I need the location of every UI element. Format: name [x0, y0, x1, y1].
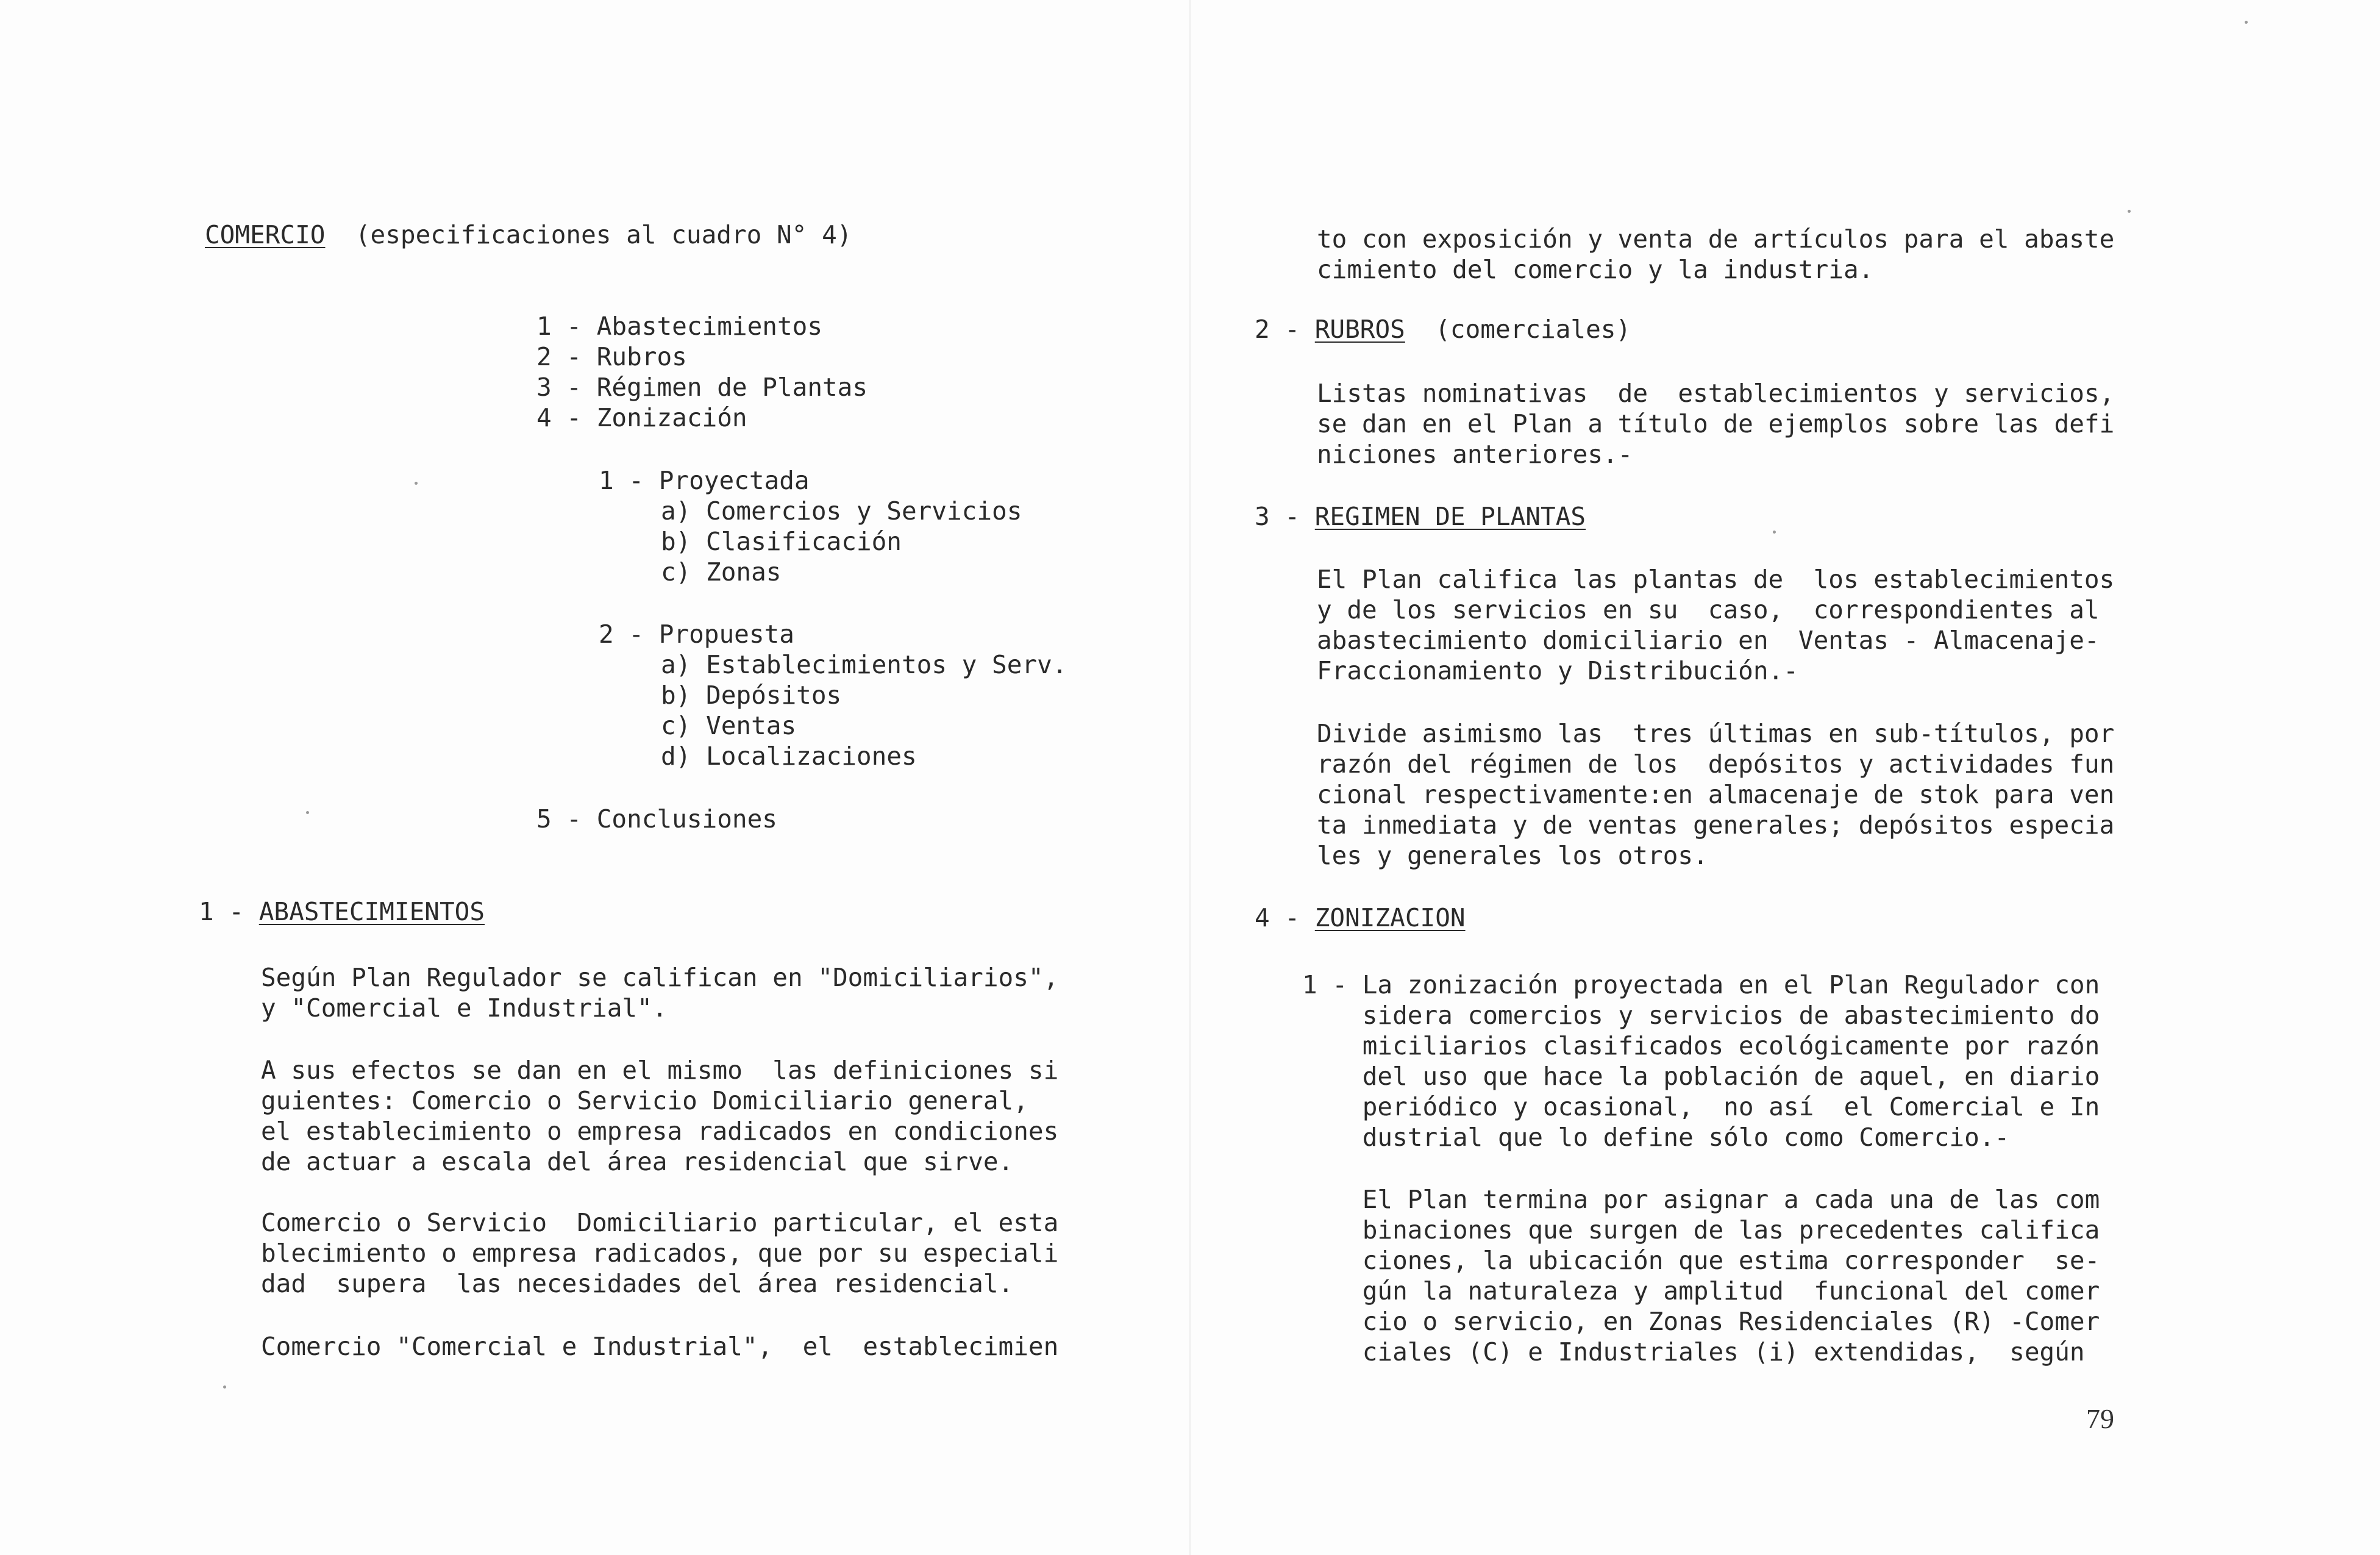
text-line: cimiento del comercio y la industria.	[1317, 255, 1874, 284]
sub-item: d) Localizaciones	[661, 742, 917, 771]
text-line: razón del régimen de los depósitos y actividades fun	[1317, 749, 2115, 779]
ink-speck	[415, 482, 418, 485]
sub-item: c) Ventas	[661, 711, 797, 740]
section-3-heading	[1255, 501, 1586, 532]
sub-item: b) Depósitos	[661, 681, 842, 710]
section-title: REGIMEN DE PLANTAS	[1314, 502, 1586, 531]
sub-item: b) Clasificación	[661, 527, 902, 556]
text-line: abastecimiento domiciliario en Ventas - Almacenaje-	[1317, 626, 2100, 655]
text-line: y de los servicios en su caso, correspondientes al	[1317, 595, 2100, 624]
text-line: El Plan termina por asignar a cada una de las com	[1302, 1185, 2100, 1214]
section-1-heading	[199, 896, 485, 927]
text-line: Fraccionamiento y Distribución.-	[1317, 656, 1798, 685]
ink-speck	[306, 811, 309, 814]
sub-item: c) Zonas	[661, 557, 782, 587]
text-line: ciones, la ubicación que estima corresponder se-	[1302, 1246, 2100, 1275]
text-line: binaciones que surgen de las precedentes califica	[1302, 1215, 2100, 1245]
section-title: ABASTECIMIENTOS	[258, 897, 485, 926]
section-title: RUBROS	[1314, 315, 1405, 344]
text-line: periódico y ocasional, no así el Comercial e In	[1302, 1092, 2100, 1121]
section-4-heading	[1255, 903, 1466, 933]
sub-title: 2 - Propuesta	[599, 620, 794, 649]
ink-speck	[223, 1385, 226, 1389]
text-line: Según Plan Regulador se califican en "Domiciliarios",	[261, 963, 1059, 992]
text-line: de actuar a escala del área residencial que sirve.	[261, 1147, 1014, 1176]
text-line: 1 - La zonización proyectada en el Plan Regulador con	[1302, 970, 2100, 999]
sub-item: a) Establecimientos y Serv.	[661, 650, 1067, 679]
right-page	[1190, 0, 2380, 1555]
index-item: 2 - Rubros	[536, 342, 687, 371]
page-number: 79	[2086, 1403, 2114, 1434]
section-subtitle: (comerciales)	[1435, 315, 1631, 344]
text-line: cio o servicio, en Zonas Residenciales (R) -Comer	[1302, 1307, 2100, 1336]
comercio-heading-rest: (especificaciones al cuadro N° 4)	[355, 220, 852, 249]
text-line: ciales (C) e Industriales (i) extendidas, según	[1302, 1337, 2085, 1367]
text-line: cional respectivamente:en almacenaje de stok para ven	[1317, 780, 2115, 809]
ink-speck	[2128, 210, 2131, 213]
text-line: blecimiento o empresa radicados, que por su especiali	[261, 1239, 1059, 1268]
text-line: Divide asimismo las tres últimas en sub-títulos, por	[1317, 719, 2115, 748]
index-item: 4 - Zonización	[536, 403, 747, 432]
text-line: Comercio "Comercial e Industrial", el establecimien	[261, 1332, 1059, 1361]
text-line: del uso que hace la población de aquel, en diario	[1302, 1062, 2100, 1091]
text-line: guientes: Comercio o Servicio Domiciliario general,	[261, 1086, 1028, 1115]
text-line: A sus efectos se dan en el mismo las definiciones si	[261, 1056, 1059, 1085]
section-2-heading	[1255, 314, 1631, 345]
text-line: miciliarios clasificados ecológicamente por razón	[1302, 1031, 2100, 1060]
section-number: 3 -	[1255, 502, 1300, 531]
index-item: 1 - Abastecimientos	[536, 312, 822, 341]
text-line: gún la naturaleza y amplitud funcional del comer	[1302, 1276, 2100, 1306]
text-line: les y generales los otros.	[1317, 841, 1708, 870]
text-line: y "Comercial e Industrial".	[261, 993, 668, 1023]
text-line: el establecimiento o empresa radicados en condiciones	[261, 1117, 1059, 1146]
conclusiones-item: 5 - Conclusiones	[536, 804, 777, 834]
text-line: niciones anteriores.-	[1317, 440, 1633, 469]
section-number: 4 -	[1255, 903, 1300, 932]
text-line: sidera comercios y servicios de abastecimiento do	[1302, 1001, 2100, 1030]
text-line: to con exposición y venta de artículos para el abaste	[1317, 224, 2115, 254]
section-title: ZONIZACION	[1314, 903, 1466, 932]
text-line: Comercio o Servicio Domiciliario particular, el esta	[261, 1208, 1059, 1237]
text-line: se dan en el Plan a título de ejemplos sobre las defi	[1317, 409, 2115, 438]
ink-speck	[1773, 531, 1776, 534]
sub-item: a) Comercios y Servicios	[661, 496, 1022, 526]
ink-speck	[2245, 21, 2248, 24]
text-line: Listas nominativas de establecimientos y servicios,	[1317, 379, 2115, 408]
comercio-heading: COMERCIO	[205, 220, 326, 249]
comercio-heading-line	[205, 220, 852, 250]
text-line: ta inmediata y de ventas generales; depósitos especia	[1317, 810, 2115, 840]
text-line: El Plan califica las plantas de los establecimientos	[1317, 565, 2115, 594]
sub-title: 1 - Proyectada	[599, 466, 810, 495]
text-line: dad supera las necesidades del área residencial.	[261, 1269, 1014, 1298]
index-item: 3 - Régimen de Plantas	[536, 373, 868, 402]
text-line: dustrial que lo define sólo como Comercio.-	[1302, 1123, 2010, 1152]
section-number: 1 -	[199, 897, 244, 926]
section-number: 2 -	[1255, 315, 1300, 344]
